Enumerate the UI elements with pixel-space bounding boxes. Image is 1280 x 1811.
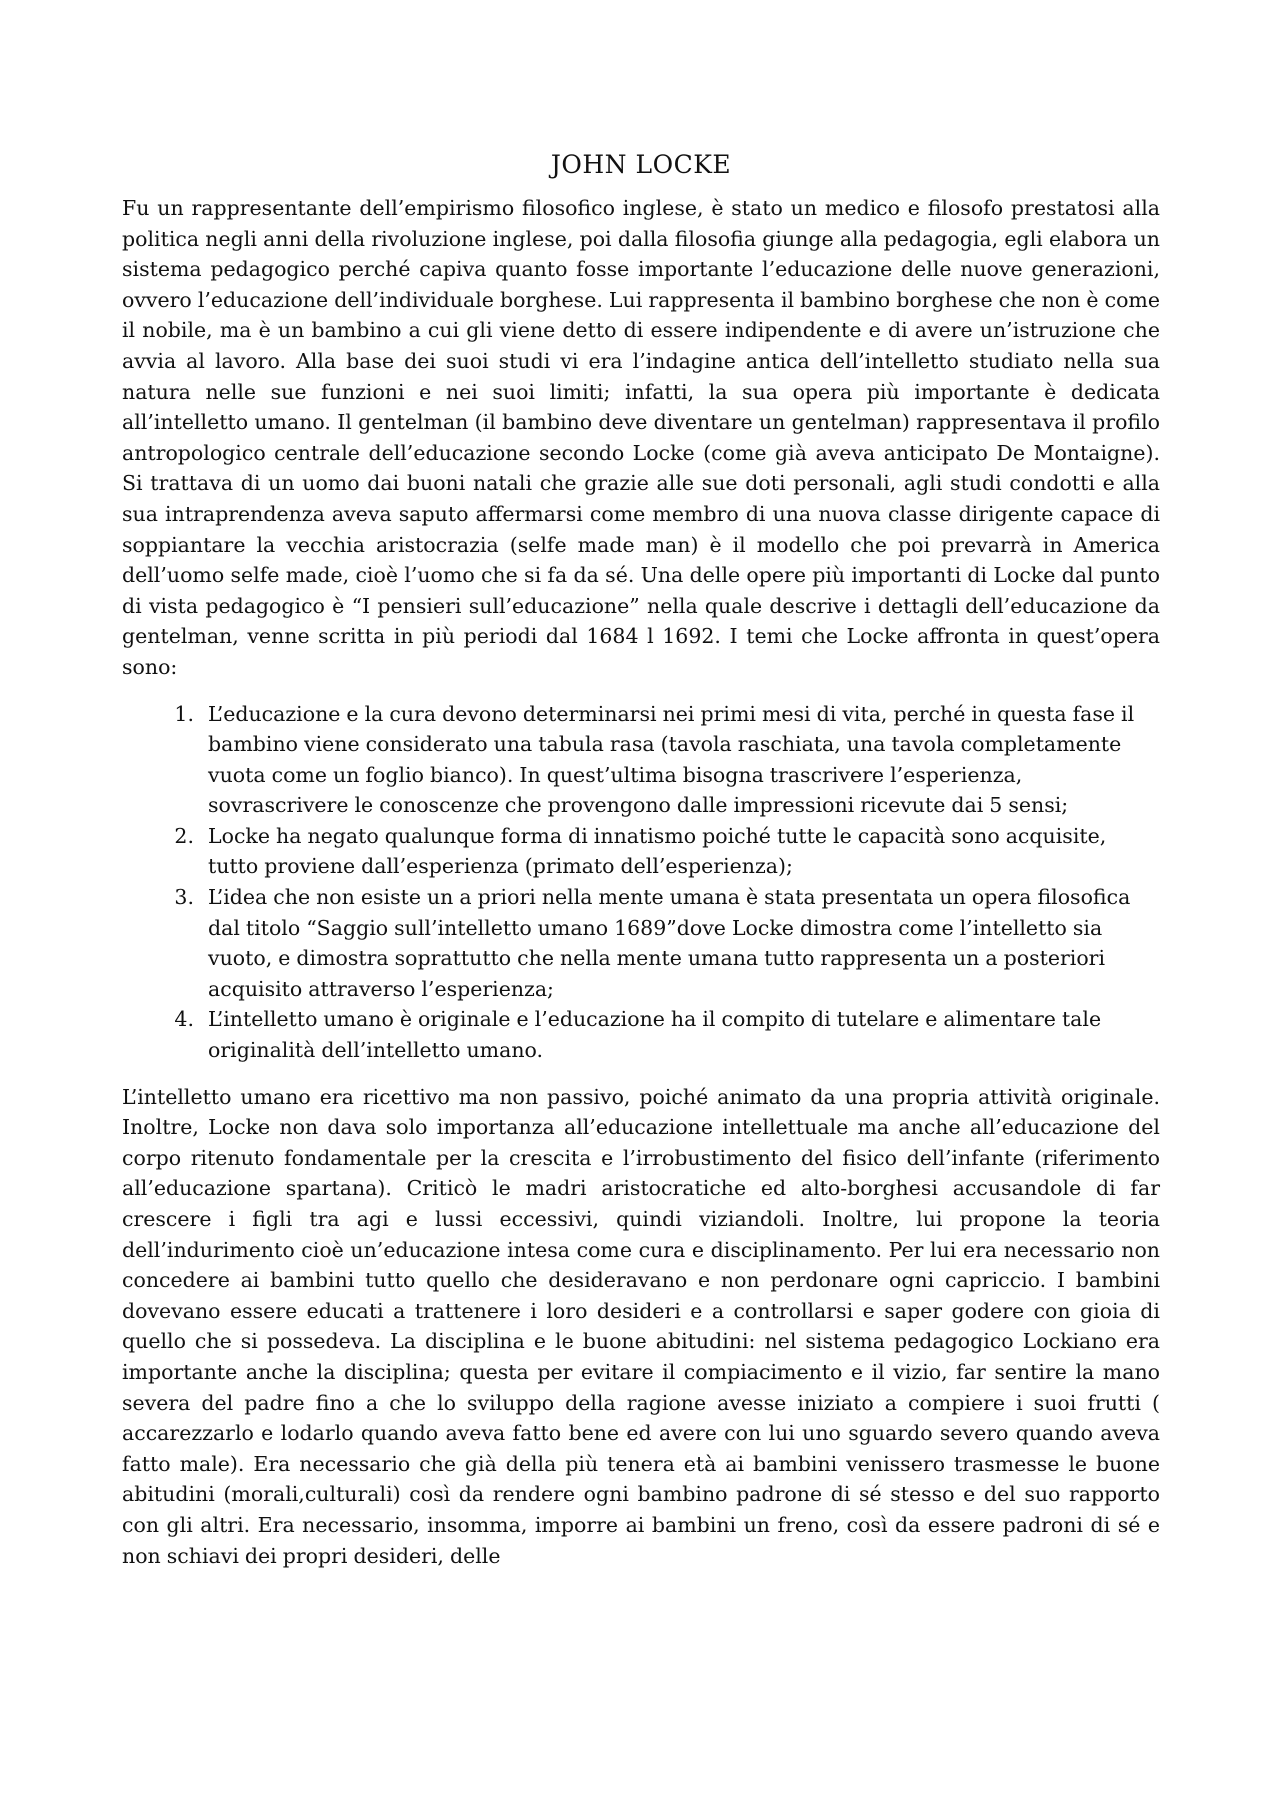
document-page	[122, 150, 1160, 1571]
closing-paragraph: L’intelletto umano era ricettivo ma non passivo, poiché animato da una propria attività originale. Inoltre, Locke non dava solo importanza all’educazione intellettuale ma anche all’educazione del corpo ritenuto fondamentale per la crescita e l’irrobustimento del fisico dell’infante (riferimento all’educazione spartana). Criticò le madri aristocratiche ed alto-borghesi accusandole di far crescere i figli tra agi e lussi eccessivi, quindi viziandoli. Inoltre, lui propone la teoria dell’indurimento cioè un’educazione intesa come cura e disciplinamento. Per lui era necessario non concedere ai bambini tutto quello che desideravano e non perdonare ogni capriccio. I bambini dovevano essere educati a trattenere i loro desideri e a controllarsi e saper godere con gioia di quello che si possedeva. La disciplina e le buone abitudini: nel sistema pedagogico Lockiano era importante anche la disciplina; questa per evitare il compiacimento e il vizio, far sentire la mano severa del padre fino a che lo sviluppo della ragione avesse iniziato a compiere i suoi frutti ( accarezzarlo e lodarlo quando aveva fatto bene ed avere con lui uno sguardo severo quando aveva fatto male). Era necessario che già della più tenera età ai bambini venissero trasmesse le buone abitudini (morali,culturali) così da rendere ogni bambino padrone di sé stesso e del suo rapporto con gli altri. Era necessario, insomma, imporre ai bambini un freno, così da essere padroni di sé e non schiavi dei propri desideri, delle	[122, 1084, 1160, 1568]
list-item: 1. L’educazione e la cura devono determinarsi nei primi mesi di vita, perché in questa fase il bambino viene considerato una tabula rasa (tavola raschiata, una tavola completamente vuota come un foglio bianco). In quest’ultima bisogna trascrivere l’esperienza, sovrascrivere le conoscenze che provengono dalle impressioni ricevute dai 5 sensi;	[200, 699, 1160, 821]
list-item: 2. Locke ha negato qualunque forma di innatismo poiché tutte le capacità sono acquisite, tutto proviene dall’esperienza (primato dell’esperienza);	[200, 821, 1160, 882]
themes-list	[122, 699, 1160, 1066]
list-item: 4. L’intelletto umano è originale e l’educazione ha il compito di tutelare e alimentare tale originalità dell’intelletto umano.	[200, 1004, 1160, 1065]
list-item: 3. L’idea che non esiste un a priori nella mente umana è stata presentata un opera filosofica dal titolo “Saggio sull’intelletto umano 1689”dove Locke dimostra come l’intelletto sia vuoto, e dimostra soprattutto che nella mente umana tutto rappresenta un a posteriori acquisito attraverso l’esperienza;	[200, 882, 1160, 1004]
intro-paragraph: Fu un rappresentante dell’empirismo filosofico inglese, è stato un medico e filosofo prestatosi alla politica negli anni della rivoluzione inglese, poi dalla filosofia giunge alla pedagogia, egli elabora un sistema pedagogico perché capiva quanto fosse importante l’educazione delle nuove generazioni, ovvero l’educazione dell’individuale borghese. Lui rappresenta il bambino borghese che non è come il nobile, ma è un bambino a cui gli viene detto di essere indipendente e di avere un’istruzione che avvia al lavoro. Alla base dei suoi studi vi era l’indagine antica dell’intelletto studiato nella sua natura nelle sue funzioni e nei suoi limiti; infatti, la sua opera più importante è dedicata all’intelletto umano. Il gentelman (il bambino deve diventare un gentelman) rappresentava il profilo antropologico centrale dell’educazione secondo Locke (come già aveva anticipato De Montaigne). Si trattava di un uomo dai buoni natali che grazie alle sue doti personali, agli studi condotti e alla sua intraprendenza aveva saputo affermarsi come membro di una nuova classe dirigente capace di soppiantare la vecchia aristocrazia (selfe made man) è il modello che poi prevarrà in America dell’uomo selfe made, cioè l’uomo che si fa da sé. Una delle opere più importanti di Locke dal punto di vista pedagogico è “I pensieri sull’educazione” nella quale descrive i dettagli dell’educazione da gentelman, venne scritta in più periodi dal 1684 l 1692. I temi che Locke affronta in quest’opera sono:	[122, 196, 1160, 679]
page-title: JOHN LOCKE	[550, 150, 732, 179]
